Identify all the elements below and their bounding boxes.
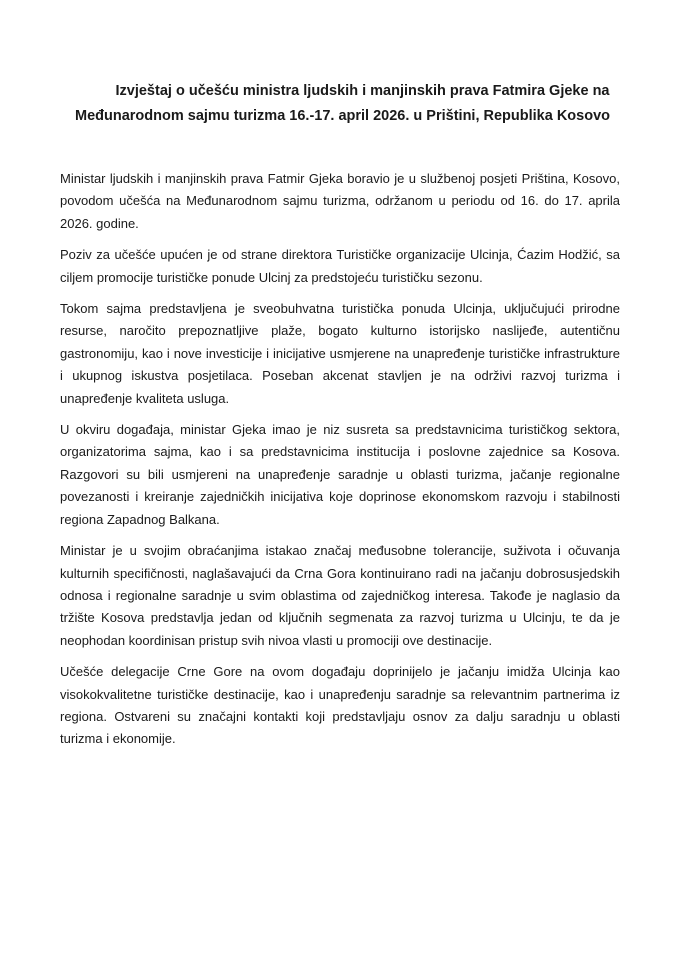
paragraph-6: Učešće delegacije Crne Gore na ovom događaju doprinijelo je jačanju imidža Ulcinja kao visokokvalitetne turističke destinacije, kao i unapređenju saradnje sa relevantnim partnerima iz regiona. Ostvareni su značajni kontakti koji predstavljaju osnov za dalju saradnju u oblasti turizma i ekonomije. [60, 664, 620, 747]
document-body [60, 168, 620, 760]
paragraph-2: Poziv za učešće upućen je od strane direktora Turističke organizacije Ulcinja, Ćazim Hodžić, sa ciljem promocije turističke ponude Ulcinj za predstojeću turističku sezonu. [60, 247, 620, 285]
paragraph-5: Ministar je u svojim obraćanjima istakao značaj međusobne tolerancije, suživota i očuvanja kulturnih specifičnosti, naglašavajući da Crna Gora kontinuirano radi na jačanju dobrosusjedskih odnosa i regionalne saradnje u svim oblastima od zajedničkog interesa. Takođe je naglasio da tržište Kosova predstavlja jedan od ključnih segmenata za razvoj turizma u Ulcinju, te da je neophodan koordinisan pristup svih nivoa vlasti u promociji ove destinacije. [60, 543, 620, 648]
title-line-2: Međunarodnom sajmu turizma 16.-17. april 2026. u Prištini, Republika Kosovo [74, 108, 611, 124]
title-line-1: Izvještaj o učešću ministra ljudskih i manjinskih prava Fatmira Gjeke na [115, 83, 610, 99]
paragraph-1: Ministar ljudskih i manjinskih prava Fatmir Gjeka boravio je u službenoj posjeti Priština, Kosovo, povodom učešća na Međunarodnom sajmu turizma, održanom u periodu od 16. do 17. aprila 2026. godine. [60, 171, 620, 231]
paragraph-4: U okviru događaja, ministar Gjeka imao je niz susreta sa predstavnicima turističkog sektora, organizatorima sajma, kao i sa predstavnicima institucija i poslovne zajednice sa Kosova. Razgovori su bili usmjereni na unapređenje saradnje u oblasti turizma, jačanje regionalne povezanosti i kreiranje zajedničkih inicijativa koje doprinose ekonomskom razvoju i stabilnosti regiona Zapadnog Balkana. [60, 422, 620, 527]
document-title [60, 79, 625, 129]
paragraph-3: Tokom sajma predstavljena je sveobuhvatna turistička ponuda Ulcinja, uključujući prirodne resurse, naročito prepoznatljive plaže, bogato kulturno istorijsko naslijeđe, autentičnu gastronomiju, kao i nove investicije i inicijative usmjerene na unapređenje turističke infrastrukture i ukupnog iskustva posjetilaca. Poseban akcenat stavljen je na održivi razvoj turizma i unapređenje kvaliteta usluga. [60, 301, 620, 406]
